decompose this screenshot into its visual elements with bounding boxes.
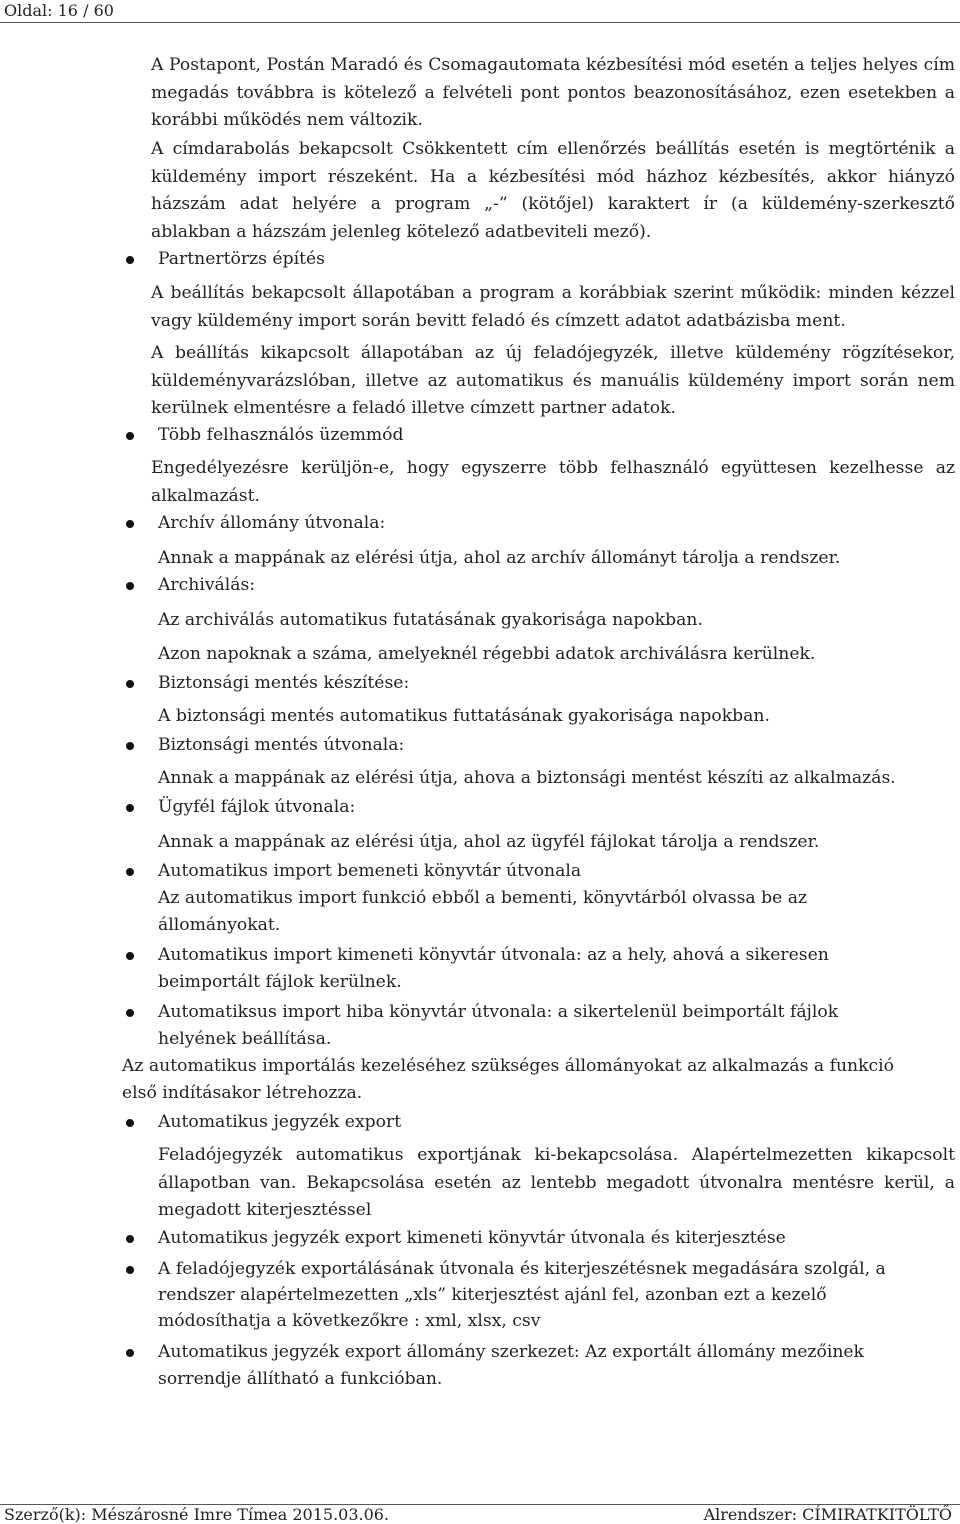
- paragraph-postapont: A Postapont, Postán Maradó és Csomagautomata kézbesítési mód esetén a teljes helyes cím megadás továbbra is kötelező a felvételi pont pontos beazonosításához, ezen esetekben a korábbi működés nem változik.: [151, 55, 955, 130]
- bullet-backup-title: Biztonsági mentés készítése:: [158, 673, 410, 693]
- bullet-client-files-title: Ügyfél fájlok útvonala:: [158, 797, 356, 817]
- bullet-icon: [126, 680, 134, 688]
- bullet-export-extension-cont2: módosíthatja a következőkre : xml, xlsx, csv: [158, 1311, 541, 1331]
- paragraph-client-files: Annak a mappának az elérési útja, ahol az ügyfél fájlokat tárolja a rendszer.: [158, 832, 820, 852]
- bullet-backup-path-title: Biztonsági mentés útvonala:: [158, 735, 405, 755]
- bullet-icon: [126, 256, 134, 264]
- paragraph-backup-path: Annak a mappának az elérési útja, ahova a biztonsági mentést készíti az alkalmazás.: [158, 768, 896, 788]
- bullet-icon: [126, 952, 134, 960]
- paragraph-multiuser: Engedélyezésre kerüljön-e, hogy egyszerre több felhasználó együttesen kezelhesse az alkalmazást.: [151, 458, 955, 506]
- bullet-export-extension-title: A feladójegyzék exportálásának útvonala és kiterjeszétésnek megadására szolgál, a: [158, 1259, 886, 1279]
- bullet-icon: [126, 1349, 134, 1357]
- bullet-icon: [126, 520, 134, 528]
- paragraph-auto-export: Feladójegyzék automatikus exportjának ki-bekapcsolása. Alapértelmezetten kikapcsolt állapotban van. Bekapcsolása esetén az lentebb megadott útvonalra mentésre kerül, a megadott kiterjesztéssel: [158, 1145, 955, 1220]
- page-current: 16: [57, 1, 78, 20]
- bullet-icon: [126, 582, 134, 590]
- bullet-import-input-title: Automatikus import bemeneti könyvtár útvonala: [158, 861, 582, 881]
- paragraph-archiving-frequency: Az archiválás automatikus futatásának gyakorisága napokban.: [158, 610, 703, 630]
- bullet-import-output-title: Automatikus import kimeneti könyvtár útvonala: az a hely, ahová a sikeresen: [158, 945, 829, 965]
- bullet-icon: [126, 1119, 134, 1127]
- bullet-icon: [126, 1266, 134, 1274]
- page-separator: /: [83, 1, 89, 20]
- footer-author: Szerző(k): Mészárosné Imre Tímea 2015.03.06.: [4, 1505, 390, 1524]
- paragraph-backup: A biztonsági mentés automatikus futtatásának gyakorisága napokban.: [158, 706, 770, 726]
- page-footer: [0, 1504, 960, 1523]
- bullet-icon: [126, 1009, 134, 1017]
- bullet-import-error-title: Automatiksus import hiba könyvtár útvonala: a sikertelenül beimportált fájlok: [158, 1002, 839, 1022]
- paragraph-archive-path: Annak a mappának az elérési útja, ahol az archív állományt tárolja a rendszer.: [158, 548, 841, 568]
- paragraph-archiving-days: Azon napoknak a száma, amelyeknél régebbi adatok archiválásra kerülnek.: [158, 644, 816, 664]
- bullet-icon: [126, 432, 134, 440]
- bullet-icon: [126, 1235, 134, 1243]
- page-header: [0, 0, 960, 23]
- bullet-multiuser-title: Több felhasználós üzemmód: [158, 425, 404, 445]
- bullet-import-input-desc-cont: állományokat.: [158, 915, 281, 935]
- bullet-import-output-cont: beimportált fájlok kerülnek.: [158, 972, 402, 992]
- bullet-export-extension-cont: rendszer alapértelmezetten „xls” kiterjesztést ajánl fel, azonban ezt a kezelő: [158, 1285, 827, 1305]
- footer-subsystem: Alrendszer: CÍMIRATKITÖLTŐ: [703, 1505, 952, 1524]
- bullet-archiving-title: Archiválás:: [158, 575, 256, 595]
- bullet-import-error-cont: helyének beállítása.: [158, 1029, 332, 1049]
- paragraph-address-split: A címdarabolás bekapcsolt Csökkentett cím ellenőrzés beállítás esetén is megtörténik a küldemény import részeként. Ha a kézbesítési mód házhoz kézbesítés, akkor hiányzó házszám adat helyére a program „-” (kötőjel) karaktert ír (a küldemény-szerkesztő ablakban a házszám jelenleg kötelező adatbeviteli mező).: [151, 139, 955, 242]
- bullet-export-path-title: Automatikus jegyzék export kimeneti könyvtár útvonala és kiterjesztése: [158, 1228, 786, 1248]
- bullet-icon: [126, 868, 134, 876]
- paragraph-partner-on: A beállítás bekapcsolt állapotában a program a korábbiak szerint működik: minden kézzel vagy küldemény import során bevitt feladó és címzett adatot adatbázisba ment.: [151, 283, 955, 331]
- bullet-archive-path-title: Archív állomány útvonala:: [158, 513, 386, 533]
- bullet-export-structure-cont: sorrendje állítható a funkcióban.: [158, 1369, 443, 1389]
- page-total: 60: [93, 1, 114, 20]
- bullet-partner-title: Partnertörzs építés: [158, 249, 325, 269]
- paragraph-auto-import-note-cont: első indításakor létrehozza.: [122, 1083, 363, 1103]
- bullet-import-input-desc: Az automatikus import funkció ebből a bementi, könyvtárból olvassa be az: [158, 888, 808, 908]
- paragraph-partner-off: A beállítás kikapcsolt állapotában az új feladójegyzék, illetve küldemény rögzítésekor, küldeményvarázslóban, illetve az automatikus és manuális küldemény import során nem kerülnek elmentésre a feladó illetve címzett partner adatok.: [151, 343, 955, 418]
- bullet-icon: [126, 804, 134, 812]
- bullet-icon: [126, 742, 134, 750]
- paragraph-auto-import-note: Az automatikus importálás kezeléséhez szükséges állományokat az alkalmazás a funkció: [122, 1056, 894, 1076]
- page-label: Oldal:: [4, 1, 53, 20]
- bullet-auto-export-title: Automatikus jegyzék export: [158, 1112, 402, 1132]
- page-number: [4, 1, 114, 20]
- bullet-export-structure-title: Automatikus jegyzék export állomány szerkezet: Az exportált állomány mezőinek: [158, 1342, 864, 1362]
